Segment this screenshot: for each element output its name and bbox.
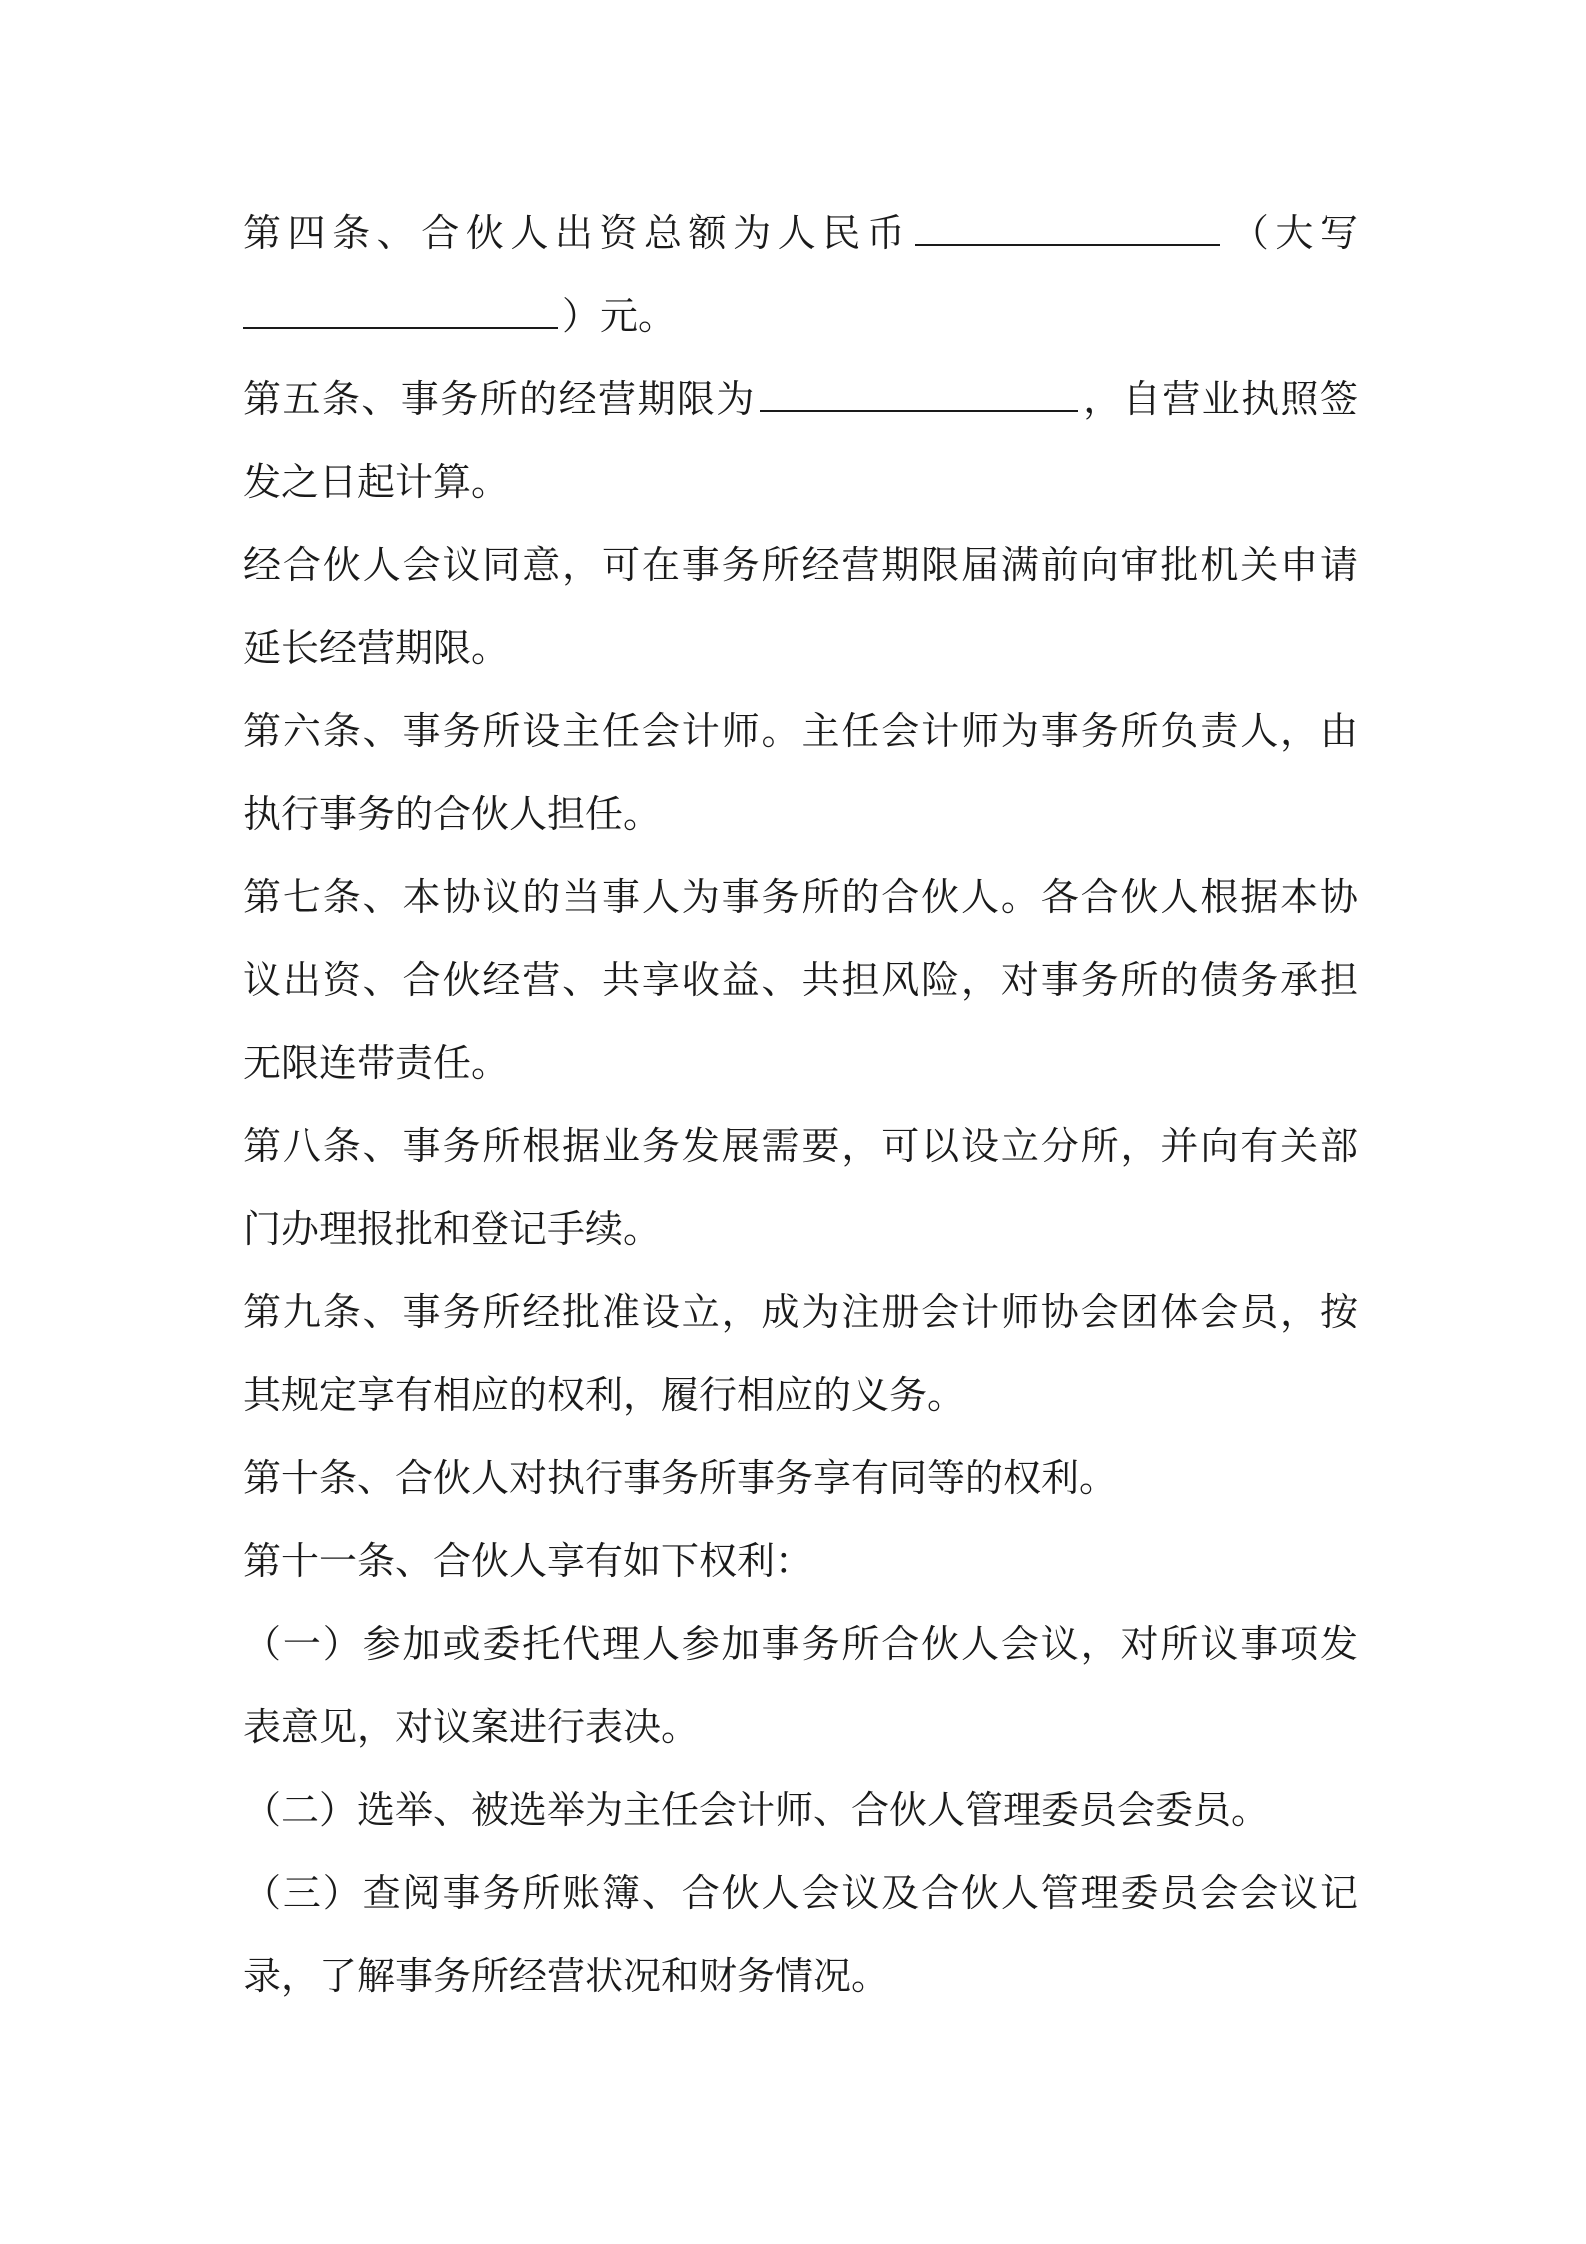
article-5-line-2: 发之日起计算。 [243, 460, 510, 504]
capital-amount-blank[interactable] [915, 214, 1220, 246]
article-6-line-1: 第六条、事务所设主任会计师。主任会计师为事务所负责人，由 [243, 709, 1358, 753]
capital-uppercase-blank[interactable] [243, 297, 558, 329]
article-4-line-1 [243, 192, 1358, 275]
right-1-line-2: 表意见，对议案进行表决。 [243, 1705, 700, 1749]
right-3-line-1: （三）查阅事务所账簿、合伙人会议及合伙人管理委员会会议记 [243, 1871, 1358, 1915]
article-10: 第十条、合伙人对执行事务所事务享有同等的权利。 [243, 1456, 1118, 1500]
article-4-text: 第四条、合伙人出资总额为人民币 [243, 211, 912, 255]
right-3-line-2: 录，了解事务所经营状况和财务情况。 [243, 1954, 890, 1998]
article-4-line-2 [243, 275, 1358, 358]
article-5-line-1 [243, 358, 1358, 441]
document-body [243, 192, 1358, 2018]
article-11-title: 第十一条、合伙人享有如下权利： [243, 1539, 814, 1583]
paragraph-extension-line-2: 延长经营期限。 [243, 626, 510, 670]
article-9-line-2: 其规定享有相应的权利，履行相应的义务。 [243, 1373, 966, 1417]
article-8-line-1: 第八条、事务所根据业务发展需要，可以设立分所，并向有关部 [243, 1124, 1358, 1168]
article-7-line-3: 无限连带责任。 [243, 1041, 510, 1085]
right-2: （二）选举、被选举为主任会计师、合伙人管理委员会委员。 [243, 1788, 1270, 1832]
article-4-uppercase-label: （大写 [1224, 211, 1358, 255]
article-7-line-1: 第七条、本协议的当事人为事务所的合伙人。各合伙人根据本协 [243, 875, 1358, 919]
article-8-line-2: 门办理报批和登记手续。 [243, 1207, 662, 1251]
article-6-line-2: 执行事务的合伙人担任。 [243, 792, 662, 836]
article-5-tail: ，自营业执照签 [1081, 377, 1358, 421]
paragraph-extension-line-1: 经合伙人会议同意，可在事务所经营期限届满前向审批机关申请 [243, 543, 1358, 587]
article-4-unit: ）元。 [562, 294, 677, 338]
article-5-text: 第五条、事务所的经营期限为 [243, 377, 756, 421]
right-1-line-1: （一）参加或委托代理人参加事务所合伙人会议，对所议事项发 [243, 1622, 1358, 1666]
article-9-line-1: 第九条、事务所经批准设立，成为注册会计师协会团体会员，按 [243, 1290, 1358, 1334]
article-7-line-2: 议出资、合伙经营、共享收益、共担风险，对事务所的债务承担 [243, 958, 1358, 1002]
term-blank[interactable] [760, 380, 1078, 412]
